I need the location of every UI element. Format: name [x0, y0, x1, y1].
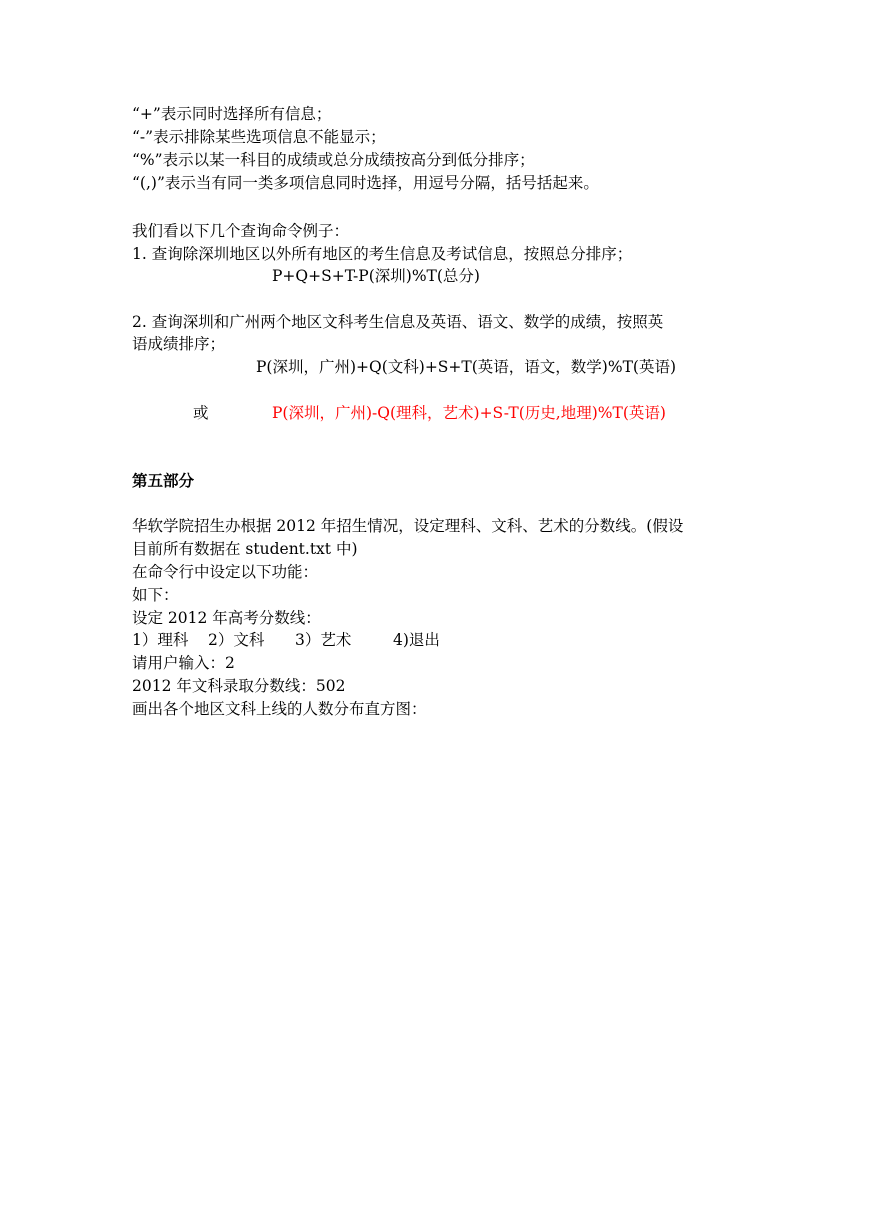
part5-set-line: 设定 2012 年高考分数线：	[132, 609, 321, 627]
menu-item-arts: 2）文科	[208, 631, 265, 649]
part5-input-line: 请用户输入：2	[132, 654, 235, 672]
example-1-command: P+Q+S+T-P(深圳)%T(总分)	[272, 267, 480, 285]
example-2-text-line1: 2. 查询深圳和广州两个地区文科考生信息及英语、语文、数学的成绩，按照英	[132, 313, 664, 331]
symbol-percent-desc: “%”表示以某一科目的成绩或总分成绩按高分到低分排序；	[132, 151, 535, 169]
part5-result-line: 2012 年文科录取分数线：502	[132, 677, 346, 695]
examples-intro: 我们看以下几个查询命令例子：	[132, 222, 350, 240]
menu-item-science: 1）理科	[132, 631, 189, 649]
part5-draw-line: 画出各个地区文科上线的人数分布直方图：	[132, 700, 427, 718]
example-2-alt-command: P(深圳，广州)-Q(理科，艺术)+S-T(历史,地理)%T(英语)	[272, 404, 666, 422]
part5-desc-line2: 目前所有数据在 student.txt 中)	[132, 540, 358, 558]
example-2-command: P(深圳，广州)+Q(文科)+S+T(英语，语文，数学)%T(英语)	[256, 358, 676, 376]
menu-item-exit: 4)退出	[393, 631, 440, 649]
or-label: 或	[193, 404, 209, 422]
menu-item-art: 3）艺术	[295, 631, 352, 649]
section-heading: 第五部分	[132, 471, 195, 490]
symbol-paren-desc: “(,)”表示当有同一类多项信息同时选择，用逗号分隔，括号括起来。	[132, 174, 599, 192]
example-2-text-line2: 语成绩排序；	[132, 335, 226, 353]
part5-cmd-line: 在命令行中设定以下功能：	[132, 563, 319, 581]
symbol-minus-desc: “-”表示排除某些选项信息不能显示；	[132, 128, 386, 146]
symbol-plus-desc: “+”表示同时选择所有信息；	[132, 105, 332, 123]
part5-desc-line1: 华软学院招生办根据 2012 年招生情况，设定理科、文科、艺术的分数线。(假设	[132, 517, 684, 535]
part5-as-follows: 如下：	[132, 586, 179, 604]
example-1-text: 1. 查询除深圳地区以外所有地区的考生信息及考试信息，按照总分排序；	[132, 245, 633, 263]
